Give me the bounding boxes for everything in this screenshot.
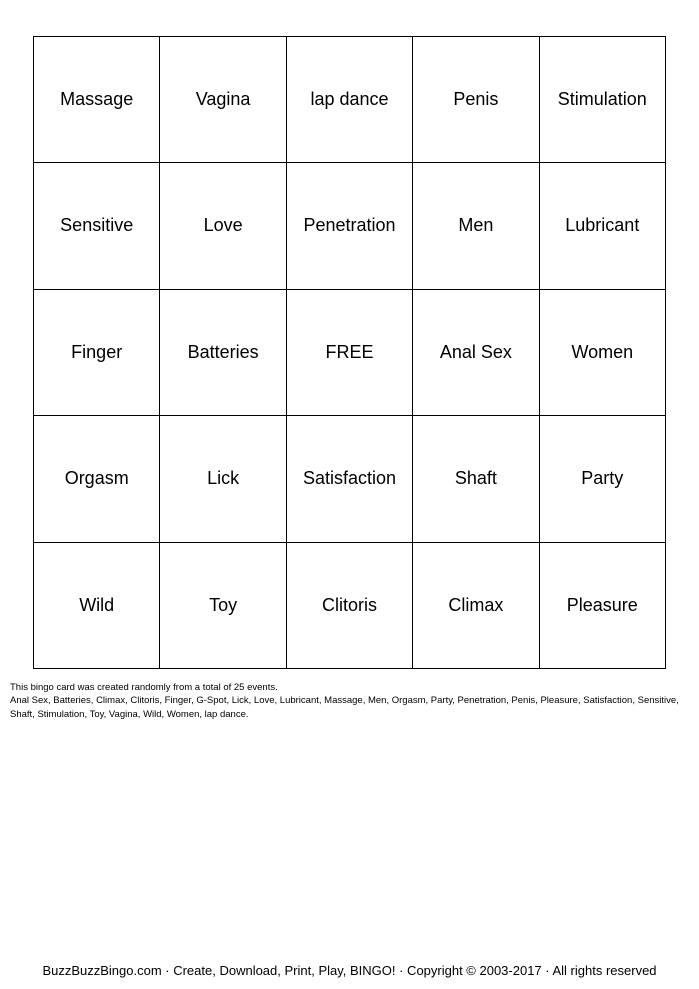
bingo-cell: Climax bbox=[413, 543, 539, 669]
event-list-text: Anal Sex, Batteries, Climax, Clitoris, Finger, G-Spot, Lick, Love, Lubricant, Massage, Men, Orgasm, Party, Penetration, Penis, Pleasure, Satisfaction, Sensitive, Shaft, Stimulation, Toy, Vagina, Wild, Women, lap dance. bbox=[10, 695, 679, 720]
bingo-cell: lap dance bbox=[287, 37, 413, 163]
bingo-cell: Vagina bbox=[160, 37, 286, 163]
bingo-cell: Shaft bbox=[413, 416, 539, 542]
bingo-cell: Clitoris bbox=[287, 543, 413, 669]
bingo-cell: Penetration bbox=[287, 163, 413, 289]
bingo-cell: Finger bbox=[34, 290, 160, 416]
bingo-cell: Women bbox=[540, 290, 666, 416]
free-space-cell: FREE bbox=[287, 290, 413, 416]
bingo-cell: Lick bbox=[160, 416, 286, 542]
bingo-cell: Orgasm bbox=[34, 416, 160, 542]
bingo-cell: Wild bbox=[34, 543, 160, 669]
footer-copyright: BuzzBuzzBingo.com · Create, Download, Print, Play, BINGO! · Copyright © 2003-2017 · All rights reserved bbox=[42, 963, 657, 978]
bingo-cell: Men bbox=[413, 163, 539, 289]
bingo-cell: Party bbox=[540, 416, 666, 542]
bingo-cell: Lubricant bbox=[540, 163, 666, 289]
bingo-cell: Stimulation bbox=[540, 37, 666, 163]
card-intro-text: This bingo card was created randomly from a total of 25 events. bbox=[10, 682, 278, 693]
bingo-cell: Love bbox=[160, 163, 286, 289]
bingo-cell: Massage bbox=[34, 37, 160, 163]
bingo-grid bbox=[33, 36, 666, 669]
bingo-cell: Penis bbox=[413, 37, 539, 163]
bingo-cell: Sensitive bbox=[34, 163, 160, 289]
bingo-cell: Batteries bbox=[160, 290, 286, 416]
bingo-cell: Pleasure bbox=[540, 543, 666, 669]
bingo-cell: Toy bbox=[160, 543, 286, 669]
bingo-cell: Satisfaction bbox=[287, 416, 413, 542]
bingo-cell: Anal Sex bbox=[413, 290, 539, 416]
